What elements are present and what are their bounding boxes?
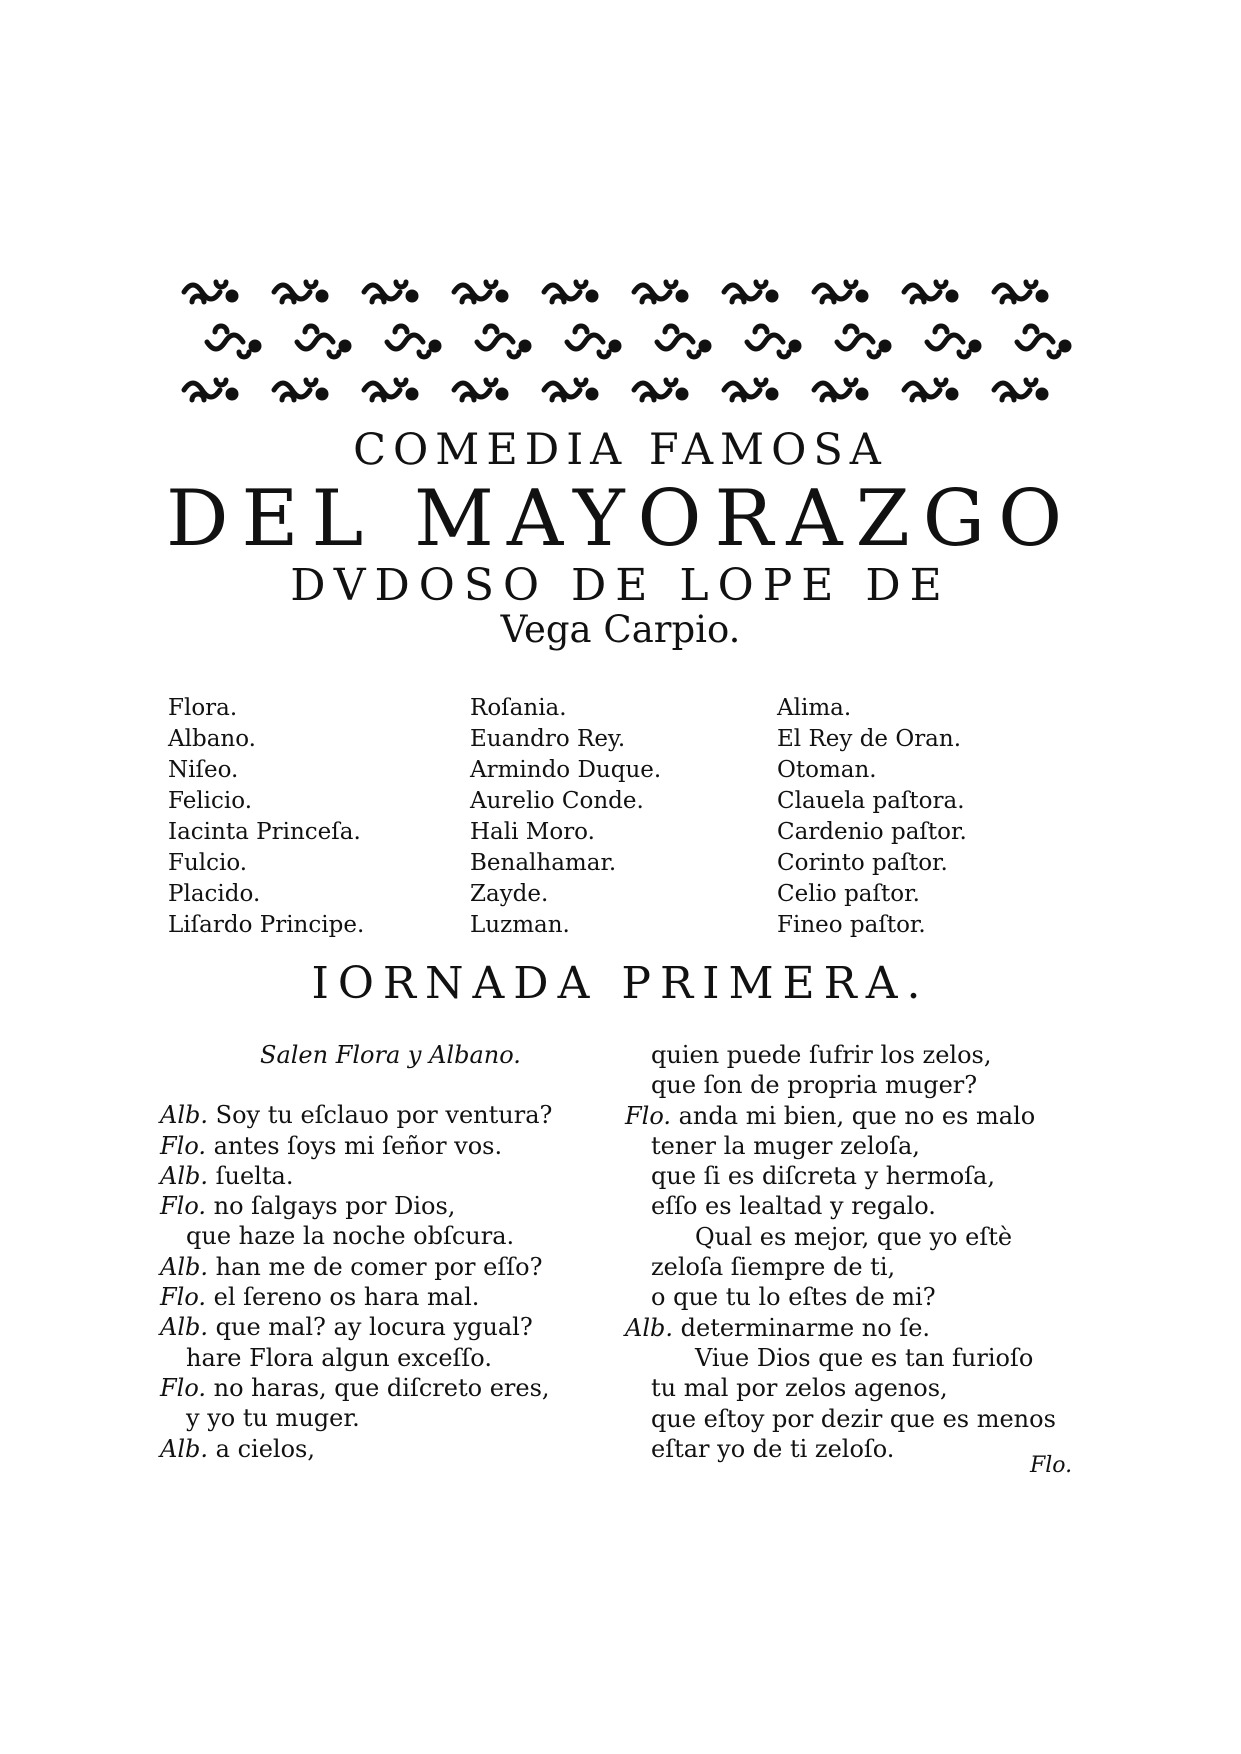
cast-list-column-2 <box>470 693 661 941</box>
ornament-scroll <box>724 282 766 302</box>
verse-text: determinarme no ſe. <box>680 1313 931 1342</box>
speaker-label: Flo. <box>160 1131 206 1160</box>
ornament-dot <box>948 390 956 398</box>
ornament-scroll <box>747 326 789 357</box>
ornament-scroll <box>1017 326 1059 357</box>
verse-text: han me de comer por eſſo? <box>215 1252 543 1281</box>
ornament-dot <box>498 292 506 300</box>
ornament-dot <box>858 390 866 398</box>
decorative-ornament-band <box>180 268 1080 416</box>
title-line-2: DEL MAYORAZGO <box>165 474 1076 564</box>
verse-line <box>625 1070 1085 1100</box>
verse-line <box>160 1131 600 1161</box>
ornament-scroll <box>207 326 249 357</box>
verse-text: Qual es mejor, que yo eſtè <box>695 1222 1013 1251</box>
speaker-label: Flo. <box>160 1373 206 1402</box>
ornament-scroll <box>454 380 496 400</box>
cast-member: Armindo Duque. <box>470 757 662 783</box>
verse-text: antes ſoys mi ſeñor vos. <box>213 1131 503 1160</box>
ornament-dot <box>318 390 326 398</box>
cast-member: Placido. <box>168 881 261 907</box>
ornament-dot <box>318 292 326 300</box>
ornament-dot <box>251 342 259 350</box>
verse-text: a cielos, <box>215 1434 315 1463</box>
title-line-4: Vega Carpio. <box>500 608 741 651</box>
ornament-scroll <box>904 380 946 400</box>
ornament-dot <box>1061 342 1069 350</box>
ornament-scroll <box>634 282 676 302</box>
verse-line <box>625 1404 1085 1434</box>
verse-line <box>625 1222 1085 1252</box>
verse-line <box>625 1373 1085 1403</box>
ornament-scroll <box>904 282 946 302</box>
verse-text: que ſi es diſcreta y hermoſa, <box>651 1162 995 1191</box>
verse-line <box>160 1343 600 1373</box>
verse-text: anda mi bien, que no es malo <box>678 1101 1036 1130</box>
ornament-dot <box>1038 390 1046 398</box>
speaker-label: Flo. <box>160 1283 206 1312</box>
verse-text: eſſo es lealtad y regalo. <box>651 1192 936 1221</box>
ornament-scroll <box>814 282 856 302</box>
speaker-label: Alb. <box>160 1434 208 1463</box>
speaker-label: Alb. <box>160 1313 208 1342</box>
speaker-label: Alb. <box>160 1101 208 1130</box>
ornament-dot <box>431 342 439 350</box>
verse-text: o que tu lo eſtes de mi? <box>651 1283 936 1312</box>
cast-member: Luzman. <box>470 912 570 938</box>
ornament-scroll <box>274 380 316 400</box>
cast-member: Corinto paſtor. <box>777 850 948 876</box>
ornament-dot <box>228 292 236 300</box>
verse-text: tener la muger zeloſa, <box>651 1131 920 1160</box>
verse-text: que eſtoy por dezir que es menos <box>651 1404 1056 1433</box>
verse-text: no haras, que diſcreto eres, <box>213 1373 550 1402</box>
dialogue-column-left <box>160 1040 600 1464</box>
catchword: Flo. <box>1030 1453 1073 1478</box>
cast-member: Felicio. <box>168 788 253 814</box>
verse-line <box>625 1434 1085 1464</box>
cast-member: El Rey de Oran. <box>777 726 962 752</box>
act-title: IORNADA PRIMERA. <box>311 958 930 1009</box>
ornament-dot <box>768 390 776 398</box>
verse-text: que mal? ay locura ygual? <box>215 1313 533 1342</box>
verse-text: que ſon de propria muger? <box>651 1071 978 1100</box>
verse-line <box>625 1252 1085 1282</box>
ornament-scroll <box>994 380 1036 400</box>
verse-line <box>625 1040 1085 1070</box>
speaker-label: Flo. <box>160 1192 206 1221</box>
verse-line <box>625 1131 1085 1161</box>
ornament-scroll <box>927 326 969 357</box>
cast-member: Cardenio paſtor. <box>777 819 967 845</box>
ornament-scroll <box>364 380 406 400</box>
ornament-dot <box>408 292 416 300</box>
cast-member: Fulcio. <box>168 850 248 876</box>
ornament-scroll <box>477 326 519 357</box>
ornament-dot <box>588 292 596 300</box>
cast-member: Iacinta Princeſa. <box>168 819 361 845</box>
speaker-label: Alb. <box>160 1161 208 1190</box>
verse-line <box>625 1282 1085 1312</box>
ornament-scroll <box>567 326 609 357</box>
ornament-dot <box>858 292 866 300</box>
verse-text: que haze la noche obſcura. <box>186 1222 515 1251</box>
verse-line <box>625 1191 1085 1221</box>
verse-line <box>160 1373 600 1403</box>
verse-line <box>625 1343 1085 1373</box>
cast-member: Zayde. <box>470 881 549 907</box>
ornament-dot <box>408 390 416 398</box>
ornament-dot <box>611 342 619 350</box>
ornament-dot <box>588 390 596 398</box>
verse-text: ſuelta. <box>215 1161 294 1190</box>
title-line-3: DVDOSO DE LOPE DE <box>290 560 951 611</box>
verse-text: el ſereno os hara mal. <box>213 1283 480 1312</box>
cast-member: Flora. <box>168 695 238 721</box>
ornament-scroll <box>454 282 496 302</box>
verse-line <box>160 1191 600 1221</box>
ornament-scroll <box>387 326 429 357</box>
ornament-scroll <box>544 380 586 400</box>
verse-line <box>160 1434 600 1464</box>
verse-text: zeloſa ſiempre de ti, <box>651 1253 896 1282</box>
stage-direction: Salen Flora y Albano. <box>260 1041 521 1069</box>
verse-text: eſtar yo de ti zeloſo. <box>651 1434 895 1463</box>
ornament-dot <box>701 342 709 350</box>
ornament-dot <box>881 342 889 350</box>
speaker-label: Flo. <box>625 1101 671 1130</box>
ornament-scroll <box>724 380 766 400</box>
cast-list-column-3 <box>777 693 967 941</box>
cast-member: Otoman. <box>777 757 877 783</box>
verse-line <box>625 1161 1085 1191</box>
verse-text: tu mal por zelos agenos, <box>651 1374 948 1403</box>
ornament-dot <box>498 390 506 398</box>
verse-line <box>160 1161 600 1191</box>
verse-text: Soy tu eſclauo por ventura? <box>215 1101 553 1130</box>
ornament-scroll <box>297 326 339 357</box>
speaker-label: Alb. <box>160 1252 208 1281</box>
ornament-dot <box>768 292 776 300</box>
speaker-label: Alb. <box>625 1313 673 1342</box>
ornament-scroll <box>184 380 226 400</box>
verse-line <box>160 1403 600 1433</box>
ornament-scroll <box>274 282 316 302</box>
cast-member: Aurelio Conde. <box>470 788 644 814</box>
verse-line <box>625 1101 1085 1131</box>
cast-member: Clauela paſtora. <box>777 788 965 814</box>
ornament-scroll <box>837 326 879 357</box>
cast-member: Celio paſtor. <box>777 881 920 907</box>
verse-text: no ſalgays por Dios, <box>213 1192 456 1221</box>
ornament-dot <box>678 292 686 300</box>
cast-member: Euandro Rey. <box>470 726 626 752</box>
ornament-scroll <box>994 282 1036 302</box>
ornament-scroll <box>657 326 699 357</box>
verse-text: quien puede ſufrir los zelos, <box>651 1041 992 1069</box>
ornament-dot <box>228 390 236 398</box>
verse-text: y yo tu muger. <box>186 1404 360 1433</box>
verse-text: hare Flora algun exceſſo. <box>186 1343 492 1372</box>
ornament-dot <box>948 292 956 300</box>
cast-member: Liſardo Principe. <box>168 912 365 938</box>
ornament-dot <box>791 342 799 350</box>
ornament-dot <box>521 342 529 350</box>
ornament-dot <box>341 342 349 350</box>
title-line-1: COMEDIA FAMOSA <box>353 425 888 475</box>
ornament-scroll <box>544 282 586 302</box>
verse-line <box>160 1221 600 1251</box>
ornament-scroll <box>184 282 226 302</box>
verse-line <box>160 1100 600 1130</box>
cast-member: Roſania. <box>470 695 567 721</box>
cast-member: Fineo paſtor. <box>777 912 926 938</box>
ornament-scroll <box>364 282 406 302</box>
ornament-scroll <box>814 380 856 400</box>
cast-member: Benalhamar. <box>470 850 617 876</box>
ornament-dot <box>1038 292 1046 300</box>
cast-list-column-1 <box>168 693 364 941</box>
verse-line <box>160 1252 600 1282</box>
cast-member: Niſeo. <box>168 757 239 783</box>
dialogue-column-right <box>625 1040 1085 1464</box>
verse-line <box>160 1282 600 1312</box>
verse-line <box>160 1312 600 1342</box>
cast-member: Albano. <box>168 726 256 752</box>
ornament-scroll <box>634 380 676 400</box>
verse-line <box>625 1313 1085 1343</box>
verse-text: Viue Dios que es tan furioſo <box>695 1343 1034 1372</box>
ornament-dot <box>971 342 979 350</box>
ornament-dot <box>678 390 686 398</box>
cast-member: Hali Moro. <box>470 819 595 845</box>
cast-member: Alima. <box>777 695 852 721</box>
